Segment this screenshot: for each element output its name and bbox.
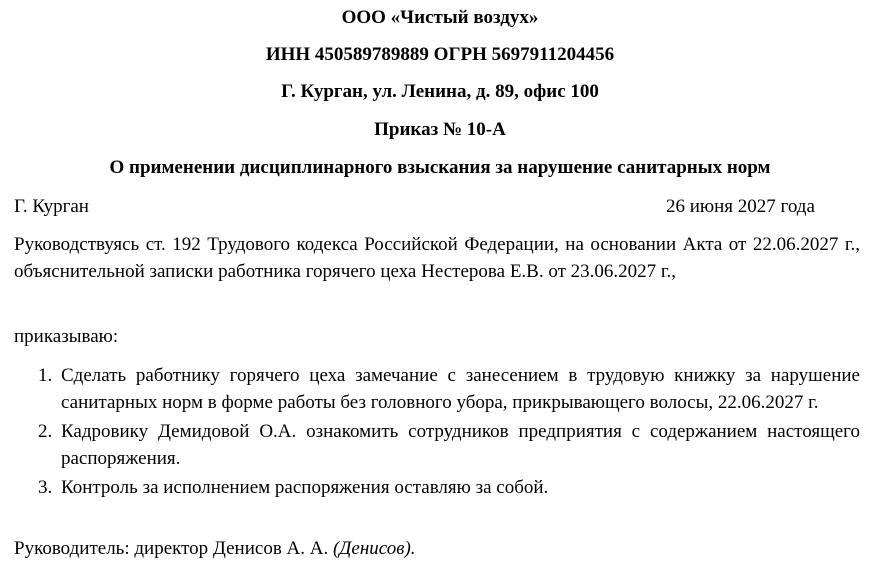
item-text: Сделать работнику горячего цеха замечание с занесением в трудовую книжку за нарушение санитарных норм в форме работы без головного убора, прикрывающего волосы, 22.06.2027 г. xyxy=(61,365,860,413)
order-items xyxy=(14,362,860,503)
company-address: Г. Курган, ул. Ленина, д. 89, офис 100 xyxy=(281,81,599,102)
company-requisites: ИНН 450589789889 ОГРН 5697911204456 xyxy=(265,44,615,65)
order-city: Г. Курган xyxy=(14,196,89,217)
item-number: 2. xyxy=(38,421,53,442)
item-number: 1. xyxy=(38,365,53,386)
order-date: 26 июня 2027 года xyxy=(666,196,815,217)
list-item xyxy=(14,474,860,501)
item-number: 3. xyxy=(38,477,53,498)
signature-signed: (Денисов). xyxy=(332,538,416,559)
order-title: Приказ № 10-А xyxy=(374,119,506,140)
item-text: Кадровику Демидовой О.А. ознакомить сотрудников предприятия с содержанием настоящего распоряжения. xyxy=(61,421,860,469)
item-text: Контроль за исполнением распоряжения оставляю за собой. xyxy=(61,477,549,498)
order-subject: О применении дисциплинарного взыскания за нарушение санитарных норм xyxy=(109,157,771,178)
signature-line xyxy=(14,537,416,561)
signature-label: Руководитель: директор Денисов А. А. xyxy=(14,538,329,559)
company-name: ООО «Чистый воздух» xyxy=(341,7,539,28)
list-item xyxy=(14,418,860,472)
order-command: приказываю: xyxy=(14,326,119,347)
order-basis: Руководствуясь ст. 192 Трудового кодекса Российской Федерации, на основании Акта от 22.06.2027 г., объяснительной записки работника горячего цеха Нестерова Е.В. от 23.06.2027 г., xyxy=(14,234,860,282)
list-item xyxy=(14,362,860,416)
